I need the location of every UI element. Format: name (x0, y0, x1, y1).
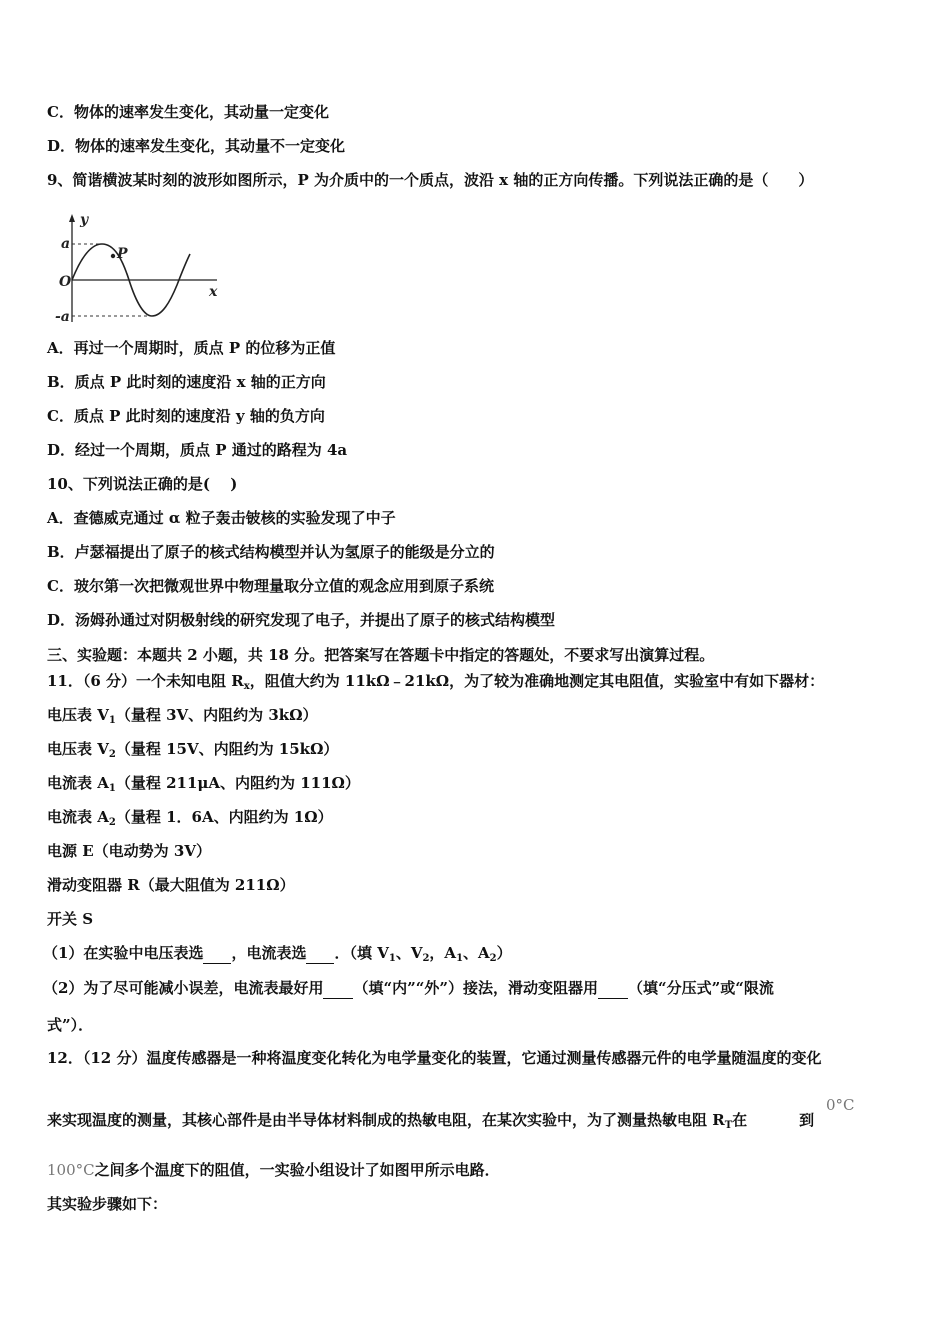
equipment-ammeter-a1: 电流表 $A_1$（量程 211μA、内阻约为 111Ω） (47, 774, 360, 794)
answer-blank-rheostat-mode[interactable] (598, 978, 628, 999)
section-3-heading: 三、实验题：本题共 2 小题，共 18 分。把答案写在答题卡中指定的答题处，不要求写出演算过程。 (47, 646, 715, 664)
q11-stem: 11．（6 分）一个未知电阻 $R_x$，阻值大约为 11kΩ﹣21kΩ，为了较为准确地测定其电阻值，实验室中有如下器材： (47, 672, 825, 692)
y-axis-arrow (69, 214, 75, 222)
y-axis-label: y (80, 212, 89, 228)
q11-part-2-continued: 式”）． (47, 1016, 94, 1034)
q9-option-d: D．经过一个周期，质点 P 通过的路程为 4a (47, 441, 348, 459)
q12-line-1: 12．（12 分）温度传感器是一种将温度变化转化为电学量变化的装置，它通过测量传感器元件的电学量随温度的变化 (47, 1049, 822, 1067)
q9-stem: 9、简谐横波某时刻的波形如图所示，P 为介质中的一个质点，波沿 x 轴的正方向传播。下列说法正确的是（ ） (47, 171, 814, 189)
amplitude-label: a (61, 236, 71, 252)
equipment-voltmeter-v2: 电压表 $V_2$（量程 15V、内阻约为 15kΩ） (47, 740, 339, 760)
q11-part-1: （1）在实验中电压表选 ，电流表选 ．（填 $V_1$、$V_2$，$A_1$、$A_2$） (43, 944, 512, 964)
q9-option-c: C．质点 P 此时刻的速度沿 y 轴的负方向 (47, 407, 325, 425)
answer-blank-ammeter[interactable] (306, 943, 334, 964)
q8-option-c: C．物体的速率发生变化，其动量一定变化 (47, 103, 329, 121)
point-p (111, 254, 115, 258)
equipment-rheostat: 滑动变阻器 R（最大阻值为 211Ω） (47, 876, 295, 894)
temperature-0c: 0°C (826, 1096, 855, 1114)
q11-part-2: （2）为了尽可能减小误差，电流表最好用 （填“内”“外”）接法，滑动变阻器用 （填“分压式”或“限流 (43, 979, 774, 997)
q10-option-c: C．玻尔第一次把微观世界中物理量取分立值的观念应用到原子系统 (47, 577, 494, 595)
q12-line-3: 100°C之间多个温度下的阻值，一实验小组设计了如图甲所示电路． (47, 1161, 500, 1179)
q9-option-b: B．质点 P 此时刻的速度沿 x 轴的正方向 (47, 373, 326, 391)
x-axis-label: x (209, 284, 218, 300)
q9-wave-figure (52, 210, 227, 328)
temperature-100c: 100°C (47, 1161, 95, 1179)
q12-line-2: 来实现温度的测量，其核心部件是由半导体材料制成的热敏电阻，在某次实验中，为了测量热敏电阻 $R_T$在 到 (47, 1111, 815, 1131)
answer-blank-voltmeter[interactable] (203, 943, 231, 964)
equipment-voltmeter-v1: 电压表 $V_1$（量程 3V、内阻约为 3kΩ） (47, 706, 318, 726)
point-p-label: P (117, 246, 128, 262)
q9-option-a: A．再过一个周期时，质点 P 的位移为正值 (47, 339, 336, 357)
equipment-ammeter-a2: 电流表 $A_2$（量程 1．6A、内阻约为 1Ω） (47, 808, 333, 828)
q12-line-4: 其实验步骤如下： (47, 1195, 168, 1213)
q10-stem: 10、下列说法正确的是( ) (47, 475, 238, 493)
equipment-source: 电源 E（电动势为 3V） (47, 842, 211, 860)
neg-amplitude-label: -a (55, 309, 70, 325)
q10-option-d: D．汤姆孙通过对阴极射线的研究发现了电子，并提出了原子的核式结构模型 (47, 611, 556, 629)
q10-option-b: B．卢瑟福提出了原子的核式结构模型并认为氢原子的能级是分立的 (47, 543, 495, 561)
q10-option-a: A．查德威克通过 α 粒子轰击铍核的实验发现了中子 (47, 509, 396, 527)
q8-option-d: D．物体的速率发生变化，其动量不一定变化 (47, 137, 346, 155)
equipment-switch: 开关 S (47, 910, 94, 928)
answer-blank-connection[interactable] (323, 978, 353, 999)
origin-label: O (59, 274, 72, 290)
